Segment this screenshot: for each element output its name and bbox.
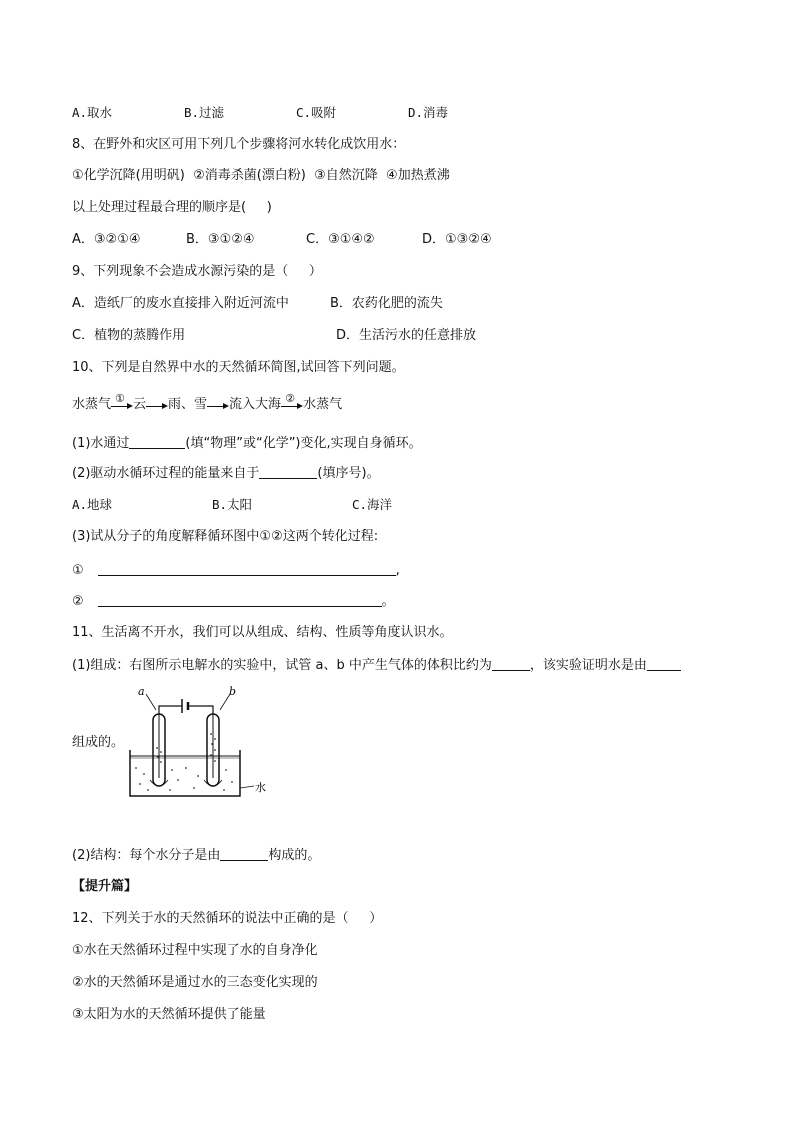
answer2-end: 。 — [381, 594, 395, 609]
q8-option-b: B．③①②④ — [186, 232, 255, 247]
label-water: 水 — [255, 781, 266, 794]
q11-part2 — [72, 846, 320, 865]
q9-stem: 9、下列现象不会造成水源污染的是（ ） — [72, 264, 322, 279]
q7-option-b: B.过滤 — [184, 105, 225, 120]
cycle-arrow-1-label: ① — [115, 392, 125, 405]
q11-part2-blank[interactable] — [220, 846, 268, 861]
q10-part2-blank[interactable] — [259, 464, 317, 479]
q9-option-c: C．植物的蒸腾作用 — [72, 328, 186, 343]
q11-ratio-blank[interactable] — [492, 656, 530, 671]
q11-part2-prefix: (2)结构：每个水分子是由 — [72, 848, 221, 863]
q12-stem: 12、下列关于水的天然循环的说法中正确的是（ ） — [72, 911, 383, 926]
answer2-marker: ② — [72, 594, 84, 609]
q8-steps: ①化学沉降(用明矾) ②消毒杀菌(漂白粉) ③自然沉降 ④加热煮沸 — [72, 168, 450, 183]
q11-part1-end: 组成的。 — [72, 735, 125, 750]
q8-option-c: C．③①④② — [306, 232, 375, 247]
q10-part1-blank[interactable] — [129, 434, 185, 449]
q9-option-a: A．造纸厂的废水直接排入附近河流中 — [72, 296, 289, 311]
cycle-step-vapor: 水蒸气 — [72, 397, 112, 412]
q11-part1-prefix: (1)组成：右图所示电解水的实验中，试管 a、b 中产生气体的体积比约为 — [72, 658, 492, 673]
cycle-step-cloud: 云 — [133, 397, 147, 412]
q10-option-a: A.地球 — [72, 497, 113, 512]
q8-stem: 8、在野外和灾区可用下列几个步骤将河水转化成饮用水： — [72, 137, 406, 152]
answer2-blank[interactable] — [98, 592, 382, 607]
q10-part2 — [72, 464, 380, 483]
q10-part1-prefix: (1)水通过 — [72, 436, 130, 451]
q8-option-a: A．③②①④ — [72, 232, 141, 247]
q9-option-d: D．生活污水的任意排放 — [336, 328, 477, 343]
cycle-arrow-plain-2 — [207, 396, 229, 414]
water-cycle-diagram — [72, 392, 343, 414]
q11-part1 — [72, 656, 681, 675]
cycle-arrow-2 — [281, 392, 303, 414]
q9-option-b: B．农药化肥的流失 — [330, 296, 443, 311]
q10-part2-suffix: (填序号)。 — [317, 466, 380, 481]
q7-option-a: A.取水 — [72, 105, 113, 120]
q11-composition-blank[interactable] — [647, 656, 681, 671]
q7-option-d: D.消毒 — [408, 105, 449, 120]
cycle-arrow-1 — [111, 392, 133, 414]
cycle-arrow-2-label: ② — [285, 392, 295, 405]
cycle-step-rain-snow: 雨、雪 — [168, 397, 208, 412]
q10-option-c: C.海洋 — [352, 497, 393, 512]
q7-option-c: C.吸附 — [296, 105, 337, 120]
cycle-arrow-plain-1 — [146, 396, 168, 414]
q10-part3: (3)试从分子的角度解释循环图中①②这两个转化过程: — [72, 529, 379, 544]
q10-part2-prefix: (2)驱动水循环过程的能量来自于 — [72, 466, 260, 481]
answer1-marker: ① — [72, 563, 84, 578]
q10-part1 — [72, 434, 422, 453]
q10-stem: 10、下列是自然界中水的天然循环简图,试回答下列问题。 — [72, 360, 405, 375]
cycle-step-vapor-end: 水蒸气 — [303, 397, 343, 412]
q8-option-d: D．①③②④ — [422, 232, 492, 247]
q12-statement-2: ②水的天然循环是通过水的三态变化实现的 — [72, 975, 318, 990]
label-a: a — [138, 685, 145, 698]
q12-statement-1: ①水在天然循环过程中实现了水的自身净化 — [72, 943, 318, 958]
label-b: b — [229, 685, 237, 698]
q10-part3-answer1 — [72, 561, 400, 580]
answer1-blank[interactable] — [98, 561, 396, 576]
q11-part1-middle: ，该实验证明水是由 — [529, 658, 647, 673]
q10-part3-answer2 — [72, 592, 395, 611]
q12-statement-3: ③太阳为水的天然循环提供了能量 — [72, 1007, 266, 1022]
q8-question: 以上处理过程最合理的顺序是( ) — [72, 200, 272, 215]
q10-part1-suffix: (填“物理”或“化学”)变化,实现自身循环。 — [185, 436, 422, 451]
answer1-end: , — [395, 563, 400, 578]
electrolysis-apparatus-figure — [126, 684, 276, 804]
beaker — [130, 750, 240, 796]
q11-stem: 11、生活离不开水，我们可以从组成、结构、性质等角度认识水。 — [72, 625, 453, 640]
q10-option-b: B.太阳 — [212, 497, 253, 512]
section-heading: 【提升篇】 — [72, 879, 138, 894]
q11-part2-suffix: 构成的。 — [268, 848, 321, 863]
cycle-step-sea: 流入大海 — [229, 397, 282, 412]
